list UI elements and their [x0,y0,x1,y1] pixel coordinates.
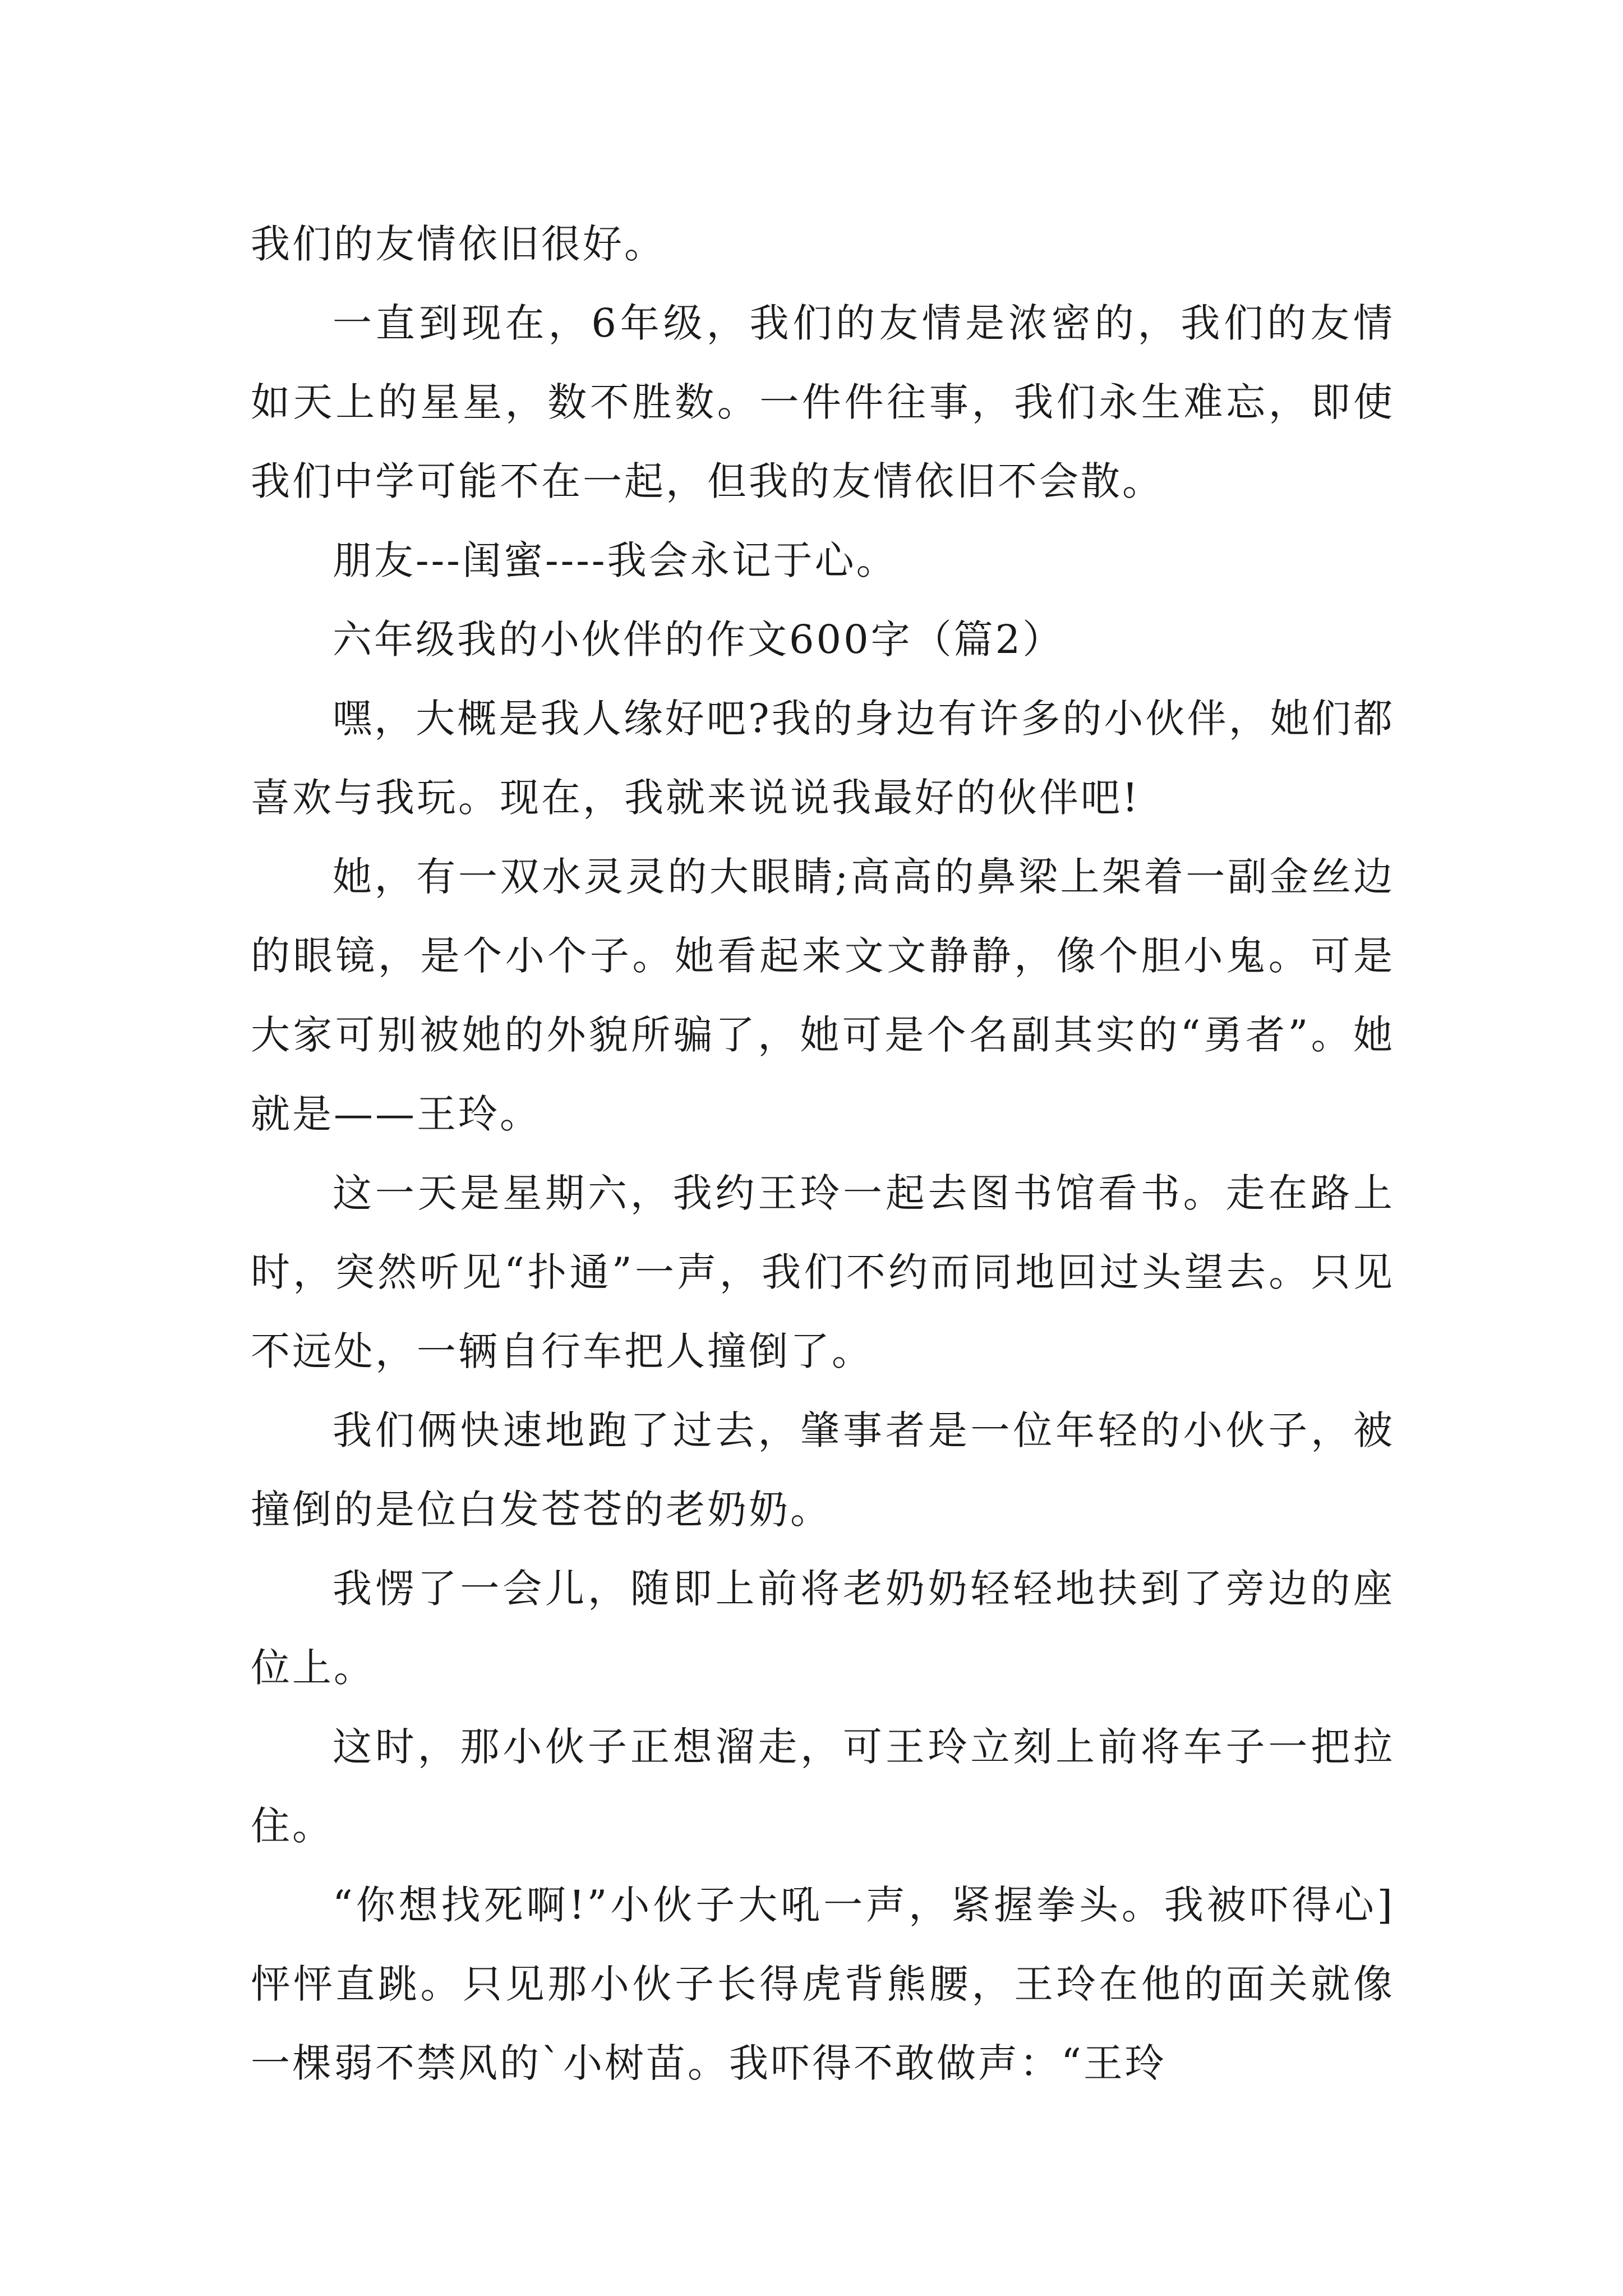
paragraph: 这时，那小伙子正想溜走，可王玲立刻上前将车子一把拉住。 [251,1724,1395,1849]
paragraph: 嘿，大概是我人缘好吧?我的身边有许多的小伙伴，她们都喜欢与我玩。现在，我就来说说我最好的伙伴吧! [251,696,1395,821]
paragraph: “你想找死啊!”小伙子大吼一声，紧握拳头。我被吓得心]怦怦直跳。只见那小伙子长得虎背熊腰，王玲在他的面关就像一棵弱不禁风的`小树苗。我吓得不敢做声：“王玲 [251,1882,1395,2086]
paragraph: 一直到现在，6年级，我们的友情是浓密的，我们的友情如天上的星星，数不胜数。一件件往事，我们永生难忘，即使我们中学可能不在一起，但我的友情依旧不会散。 [251,300,1395,504]
paragraph: 我愣了一会儿，随即上前将老奶奶轻轻地扶到了旁边的座位上。 [251,1566,1395,1691]
document-body [251,205,1395,2103]
paragraph: 这一天是星期六，我约王玲一起去图书馆看书。走在路上时，突然听见“扑通”一声，我们不约而同地回过头望去。只见不远处，一辆自行车把人撞倒了。 [251,1170,1395,1374]
paragraph: 我们的友情依旧很好。 [251,221,666,267]
paragraph: 我们俩快速地跑了过去，肇事者是一位年轻的小伙子，被撞倒的是位白发苍苍的老奶奶。 [251,1407,1395,1533]
section-heading: 六年级我的小伙伴的作文600字（篇2） [333,616,1064,662]
paragraph: 朋友---闺蜜----我会永记于心。 [333,537,898,583]
paragraph: 她，有一双水灵灵的大眼睛;高高的鼻梁上架着一副金丝边的眼镜，是个小个子。她看起来文文静静，像个胆小鬼。可是大家可别被她的外貌所骗了，她可是个名副其实的“勇者”。她就是——王玲。 [251,854,1395,1137]
